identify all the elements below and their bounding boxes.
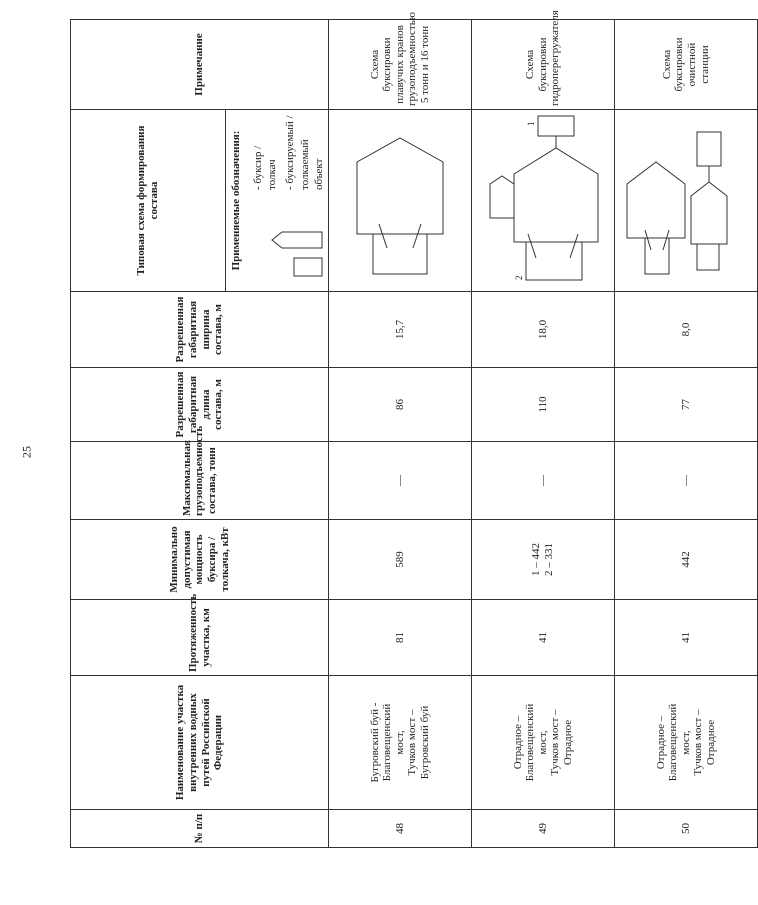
- header-row: [71, 20, 226, 848]
- legend-symbols-icon: [266, 220, 326, 278]
- row-scheme-diagram: [615, 110, 758, 292]
- row-allowed-width: 8,0: [615, 292, 758, 368]
- section-line: Тучков мост –: [549, 709, 562, 776]
- row-length: 41: [615, 600, 758, 676]
- legend-tug: - буксир / толкач: [251, 145, 278, 190]
- legend-box: [247, 113, 326, 288]
- row-power: [615, 520, 758, 600]
- header-allowed-length: Разрешенная габаритная длина состава, м: [71, 368, 329, 442]
- section-line: Бугровский буй: [419, 705, 432, 780]
- section-line: Отрадное: [705, 719, 718, 766]
- row-section: [615, 676, 758, 810]
- section-line: Бугровский буй -: [368, 702, 381, 783]
- legend-cell: [226, 110, 329, 292]
- row-allowed-length: 110: [472, 368, 615, 442]
- row-num: 49: [472, 810, 615, 848]
- power-line: 2 – 331: [543, 543, 556, 576]
- row-note: Схема буксировки очистной станции: [615, 20, 758, 110]
- row-capacity: —: [329, 442, 472, 520]
- legend-towed: - буксируемый / толкаемый объект: [284, 115, 325, 190]
- row-length: 41: [472, 600, 615, 676]
- row-allowed-length: 77: [615, 368, 758, 442]
- table-row: [615, 20, 758, 848]
- row-capacity: —: [472, 442, 615, 520]
- header-num: № п/п: [71, 810, 329, 848]
- header-capacity: Максимальная грузоподъемность состава, тонн: [71, 442, 329, 520]
- transloader-towing-diagram-icon: [474, 112, 612, 288]
- diagram-label: 1: [526, 121, 537, 126]
- section-line: Отрадное –: [511, 715, 524, 770]
- power-line: 1 – 442: [530, 543, 543, 576]
- section-line: Тучков мост –: [692, 709, 705, 776]
- diagram-label: 2: [514, 275, 525, 280]
- legend-shapes: [266, 220, 326, 278]
- header-section: Наименование участка внутренних водных путей Российской Федерации: [71, 676, 329, 810]
- treatment-station-towing-diagram-icon: [617, 112, 755, 288]
- table-row: [472, 20, 615, 848]
- section-line: Отрадное –: [654, 715, 667, 770]
- section-line: мост,: [679, 730, 692, 755]
- power-line: 442: [679, 551, 692, 568]
- section-line: мост,: [536, 730, 549, 755]
- section-line: Благовещенский: [667, 703, 680, 782]
- row-power: [329, 520, 472, 600]
- row-scheme-diagram: [329, 110, 472, 292]
- row-scheme-diagram: [472, 110, 615, 292]
- header-allowed-width: Разрешенная габаритная ширина состава, м: [71, 292, 329, 368]
- section-line: Благовещенский: [524, 703, 537, 782]
- row-note: Схема буксировки плавучих кранов грузоподъемностью 5 тонн и 16 тонн: [329, 20, 472, 110]
- section-line: Отрадное: [562, 719, 575, 766]
- row-section: [472, 676, 615, 810]
- table-row: [329, 20, 472, 848]
- row-capacity: —: [615, 442, 758, 520]
- row-power: [472, 520, 615, 600]
- section-line: мост,: [393, 730, 406, 755]
- section-line: Благовещенский: [381, 703, 394, 782]
- towing-schemes-table: [70, 10, 758, 848]
- rotated-sheet: [70, 10, 718, 848]
- header-scheme: Типовая схема формирования состава: [71, 110, 226, 292]
- section-line: Тучков мост –: [406, 709, 419, 776]
- table-rotation-wrapper: [70, 10, 718, 848]
- row-length: 81: [329, 600, 472, 676]
- header-power: Минимально допустимая мощность буксира / толкача, кВт: [71, 520, 329, 600]
- header-note: Примечание: [71, 20, 329, 110]
- row-allowed-width: 15,7: [329, 292, 472, 368]
- legend-title: Применяемые обозначения:: [230, 130, 242, 271]
- row-num: 48: [329, 810, 472, 848]
- row-allowed-length: 86: [329, 368, 472, 442]
- row-num: 50: [615, 810, 758, 848]
- header-length: Протяженность участка, км: [71, 600, 329, 676]
- crane-towing-diagram-icon: [331, 112, 469, 288]
- legend-items: [247, 113, 326, 190]
- power-line: 589: [393, 551, 406, 568]
- row-allowed-width: 18,0: [472, 292, 615, 368]
- page-number: 25: [19, 446, 34, 458]
- row-note: Схема буксировки гидроперегружателя: [472, 20, 615, 110]
- row-section: [329, 676, 472, 810]
